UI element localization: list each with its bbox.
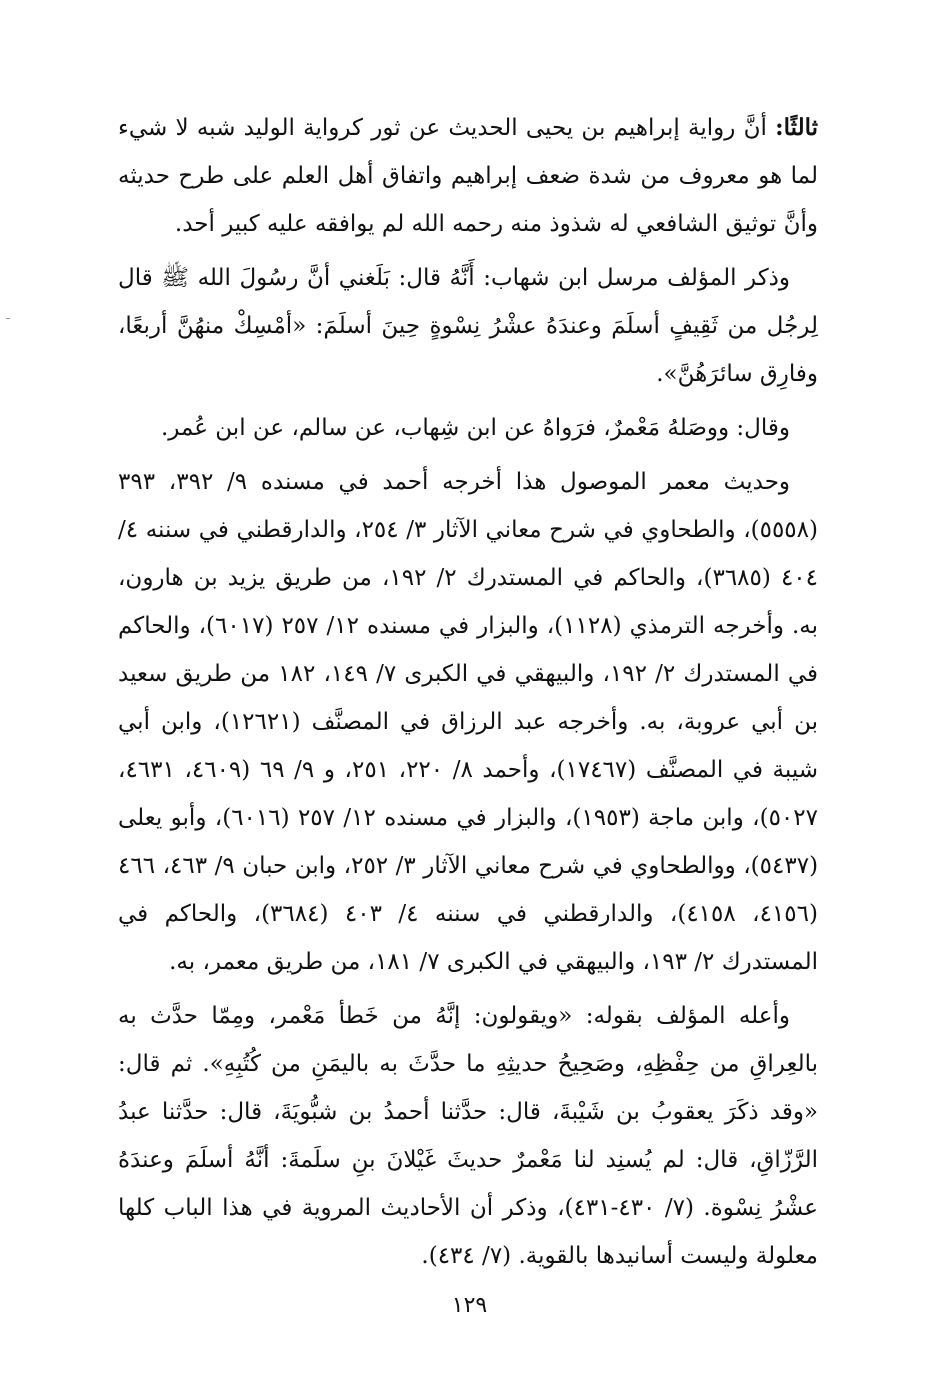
paragraph-text: أنَّ رواية إبراهيم بن يحيى الحديث عن ثور كرواية الوليد شبه لا شيء لما هو معروف من شدة ضعف إبراهيم واتفاق أهل العلم على طرح حديثه وأنَّ توثيق الشافعي له شذوذ منه رحمه الله لم يوافقه عليه كبير أحد. <box>118 115 818 237</box>
paragraph-takhrij <box>118 458 818 986</box>
paragraph-ibn-shihab <box>118 254 818 398</box>
paragraph-thirdly <box>118 104 818 248</box>
paragraph-mamar-connection <box>118 404 818 452</box>
paragraph-text: وحديث معمر الموصول هذا أخرجه أحمد في مسنده ٩/ ٣٩٢، ٣٩٣ (٥٥٥٨)، والطحاوي في شرح معاني الآثار ٣/ ٢٥٤، والدارقطني في سننه ٤/ ٤٠٤ (٣٦٨٥)، والحاكم في المستدرك ٢/ ١٩٢، من طريق يزيد بن هارون، به. وأخرجه الترمذي (١١٢٨)، والبزار في مسنده ١٢/ ٢٥٧ (٦٠١٧)، والحاكم في المستدرك ٢/ ١٩٢، والبيهقي في الكبرى ٧/ ١٤٩، ١٨٢ من طريق سعيد بن أبي عروبة، به. وأخرجه عبد الرزاق في المصنَّف (١٢٦٢١)، وابن أبي شيبة في المصنَّف (١٧٤٦٧)، وأحمد ٨/ ٢٢٠، ٢٥١، و ٩/ ٦٩ (٤٦٠٩، ٤٦٣١، ٥٠٢٧)، وابن ماجة (١٩٥٣)، والبزار في مسنده ١٢/ ٢٥٧ (٦٠١٦)، وأبو يعلى (٥٤٣٧)، ووالطحاوي في شرح معاني الآثار ٣/ ٢٥٢، وابن حبان ٩/ ٤٦٣، ٤٦٦ (٤١٥٦، ٤١٥٨)، والدارقطني في سننه ٤/ ٤٠٣ (٣٦٨٤)، والحاكم في المستدرك ٢/ ١٩٣، والبيهقي في الكبرى ٧/ ١٨١، من طريق معمر، به. <box>118 469 819 975</box>
main-text <box>118 98 818 1280</box>
paragraph-illah <box>118 992 818 1280</box>
paragraph-text: وذكر المؤلف مرسل ابن شهاب: أَنَّهُ قال: بَلَغني أنَّ رسُولَ الله ﷺ قال لِرجُل من ثَقِيفٍ أسلَمَ وعندَهُ عشْرُ نِسْوةٍ حِينَ أسلَمَ: «أمْسِكْ منهُنَّ أربعًا، وفارِق سائرَهُنَّ». <box>118 265 818 387</box>
paragraph-lead: ثالثًا: <box>775 114 818 141</box>
paragraph-text: وأعله المؤلف بقوله: «ويقولون: إنَّهُ من خَطأ مَعْمر، ومِمّا حدَّث به بالعِراقِ من حِفْظِهِ، وصَحِيحُ حديثِهِ ما حدَّثَ به باليمَنِ من كُتُبِهِ». ثم قال: «وقد ذكَرَ يعقوبُ بن شَيْبةَ، قال: حدَّثنا أحمدُ بن شبُّويَةَ، قال: حدَّثنا عبدُ الرَّزّاقِ، قال: لم يُسنِد لنا مَعْمرٌ حديثَ غَيْلانَ بنِ سلَمةَ: أنَّهُ أسلَمَ وعندَهُ عشْرُ نِسْوة. (٧/ ٤٣٠-٤٣١)، وذكر أن الأحاديث المروية في هذا الباب كلها معلولة وليست أسانيدها بالقوية. (٧/ ٤٣٤). <box>118 1003 818 1269</box>
paragraph-text: وقال: ووصَلهُ مَعْمرٌ، فرَواهُ عن ابن شِهاب، عن سالم، عن ابن عُمر. <box>160 415 790 441</box>
margin-mark <box>6 318 10 319</box>
page-number: ١٢٩ <box>451 1293 488 1318</box>
